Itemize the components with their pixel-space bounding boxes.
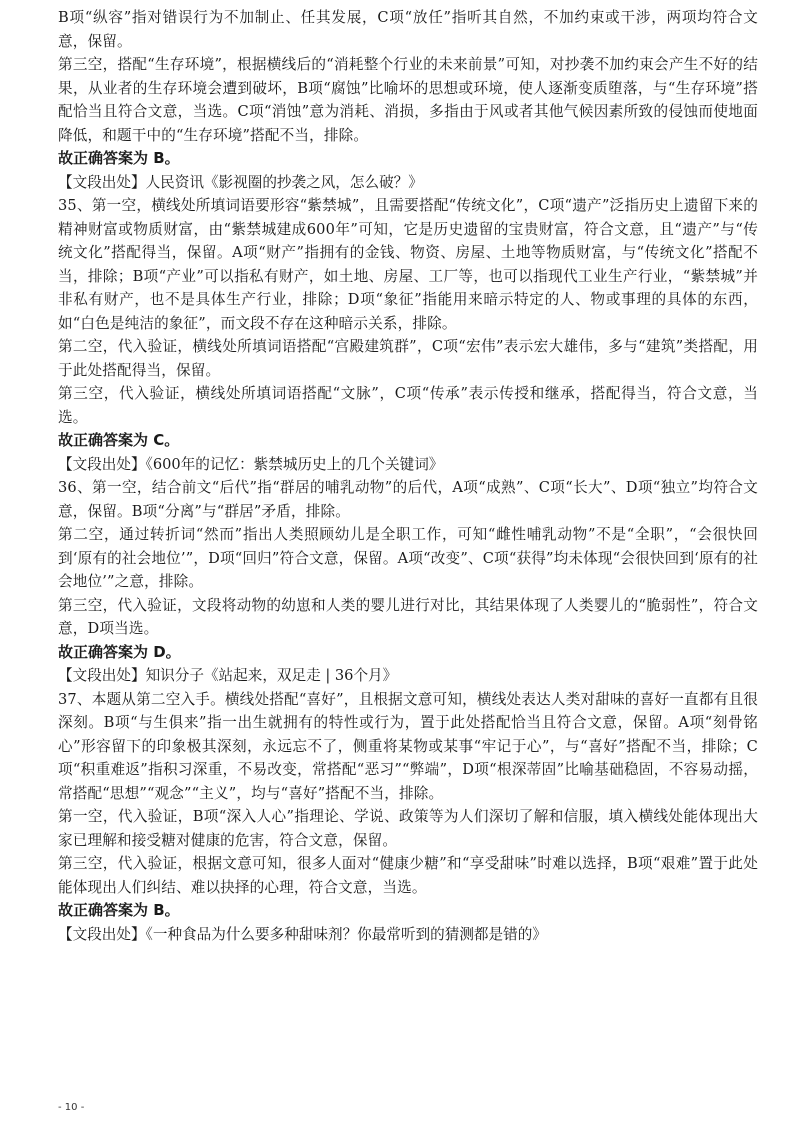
- source-q36: 【文段出处】知识分子《站起来，双足走 | 36个月》: [58, 667, 398, 684]
- para-q37-second-blank: 37、本题从第二空入手。横线处搭配“喜好”，且根据文意可知，横线处表达人类对甜味的喜好一直都有且很深刻。B项“与生俱来”指一出生就拥有的特性或行为，置于此处搭配恰当且符合文意，保留。A项“刻骨铭心”形容留下的印象极其深刻，永远忘不了，侧重将某物或某事“牢记于心”，与“喜好”搭配不当，排除；C项“积重难返”指积习深重，不易改变，常搭配“恶习”“弊端”，D项“根深蒂固”比喻基础稳固，不容易动摇，常搭配“思想”“观念”“主义”，均与“喜好”搭配不当，排除。: [58, 690, 758, 802]
- para-q34-third-blank: 第三空，搭配“生存环境”，根据横线后的“消耗整个行业的未来前景”可知，对抄袭不加约束会产生不好的结果，从业者的生存环境会遭到破坏，B项“腐蚀”比喻坏的思想或环境，使人逐渐变质堕落，与“生存环境”搭配恰当且符合文意，当选。C项“消蚀”意为消耗、消损，多指由于风或者其他气候因素所致的侵蚀而使地面降低，和题干中的“生存环境”搭配不当，排除。: [58, 56, 758, 144]
- para-b-c-zongrong: B项“纵容”指对错误行为不加制止、任其发展，C项“放任”指听其自然，不加约束或干涉，两项均符合文意，保留。: [58, 9, 758, 50]
- para-q37-third-blank: 第三空，代入验证，根据文意可知，很多人面对“健康少糖”和“享受甜味”时难以选择，B项“艰难”置于此处能体现出人们纠结、难以抉择的心理，符合文意，当选。: [58, 855, 758, 896]
- answer-q35: 故正确答案为 C。: [58, 431, 180, 449]
- answer-q34: 故正确答案为 B。: [58, 149, 180, 167]
- para-q36-second-blank: 第二空，通过转折词“然而”指出人类照顾幼儿是全职工作，可知“雌性哺乳动物”不是“全职”，“会很快回到‘原有的社会地位’”，D项“回归”符合文意，保留。A项“改变”、C项“获得”均未体现“会很快回到‘原有的社会地位’”之意，排除。: [58, 526, 758, 590]
- para-q36-third-blank: 第三空，代入验证，文段将动物的幼崽和人类的婴儿进行对比，其结果体现了人类婴儿的“脆弱性”，符合文意，D项当选。: [58, 596, 758, 637]
- answer-q36: 故正确答案为 D。: [58, 642, 181, 661]
- source-q37: 【文段出处】《一种食品为什么要多种甜味剂？你最常听到的猜测都是错的》: [58, 925, 547, 943]
- source-q34: 【文段出处】人民资讯《影视圈的抄袭之风，怎么破？》: [58, 173, 423, 191]
- para-q37-first-blank: 第一空，代入验证，B项“深入人心”指理论、学说、政策等为人们深切了解和信服，填入横线处能体现出大家已理解和接受糖对健康的危害，符合文意，保留。: [58, 808, 758, 849]
- answer-q37: 故正确答案为 B。: [58, 901, 180, 919]
- page-number: - 10 -: [58, 1102, 85, 1113]
- para-q35-first-blank: 35、第一空，横线处所填词语要形容“紫禁城”，且需要搭配“传统文化”，C项“遗产”泛指历史上遗留下来的精神财富或物质财富，由“紫禁城建成600年”可知，它是历史遗留的宝贵财富，符合文意，且“遗产”与“传统文化”搭配得当，保留。A项“财产”指拥有的金钱、物资、房屋、土地等物质财富，与“传统文化”搭配不当，排除；B项“产业”可以指私有财产，如土地、房屋、工厂等，也可以指现代工业生产行业，“紫禁城”并非私有财产，也不是具体生产行业，排除；D项“象征”指能用来暗示特定的人、物或事理的具体的东西，如“白色是纯洁的象征”，而文段不存在这种暗示关系，排除。: [58, 197, 758, 332]
- para-q35-third-blank: 第三空，代入验证，横线处所填词语搭配“文脉”，C项“传承”表示传授和继承，搭配得当，符合文意，当选。: [58, 385, 758, 426]
- source-q35: 【文段出处】《600年的记忆：紫禁城历史上的几个关键词》: [58, 455, 444, 473]
- document-page: [58, 6, 758, 946]
- para-q35-second-blank: 第二空，代入验证，横线处所填词语搭配“宫殿建筑群”，C项“宏伟”表示宏大雄伟，多与“建筑”类搭配，用于此处搭配得当，保留。: [58, 338, 758, 379]
- para-q36-first-blank: 36、第一空，结合前文“后代”指“群居的哺乳动物”的后代，A项“成熟”、C项“长大”、D项“独立”均符合文意，保留。B项“分离”与“群居”矛盾，排除。: [58, 479, 758, 520]
